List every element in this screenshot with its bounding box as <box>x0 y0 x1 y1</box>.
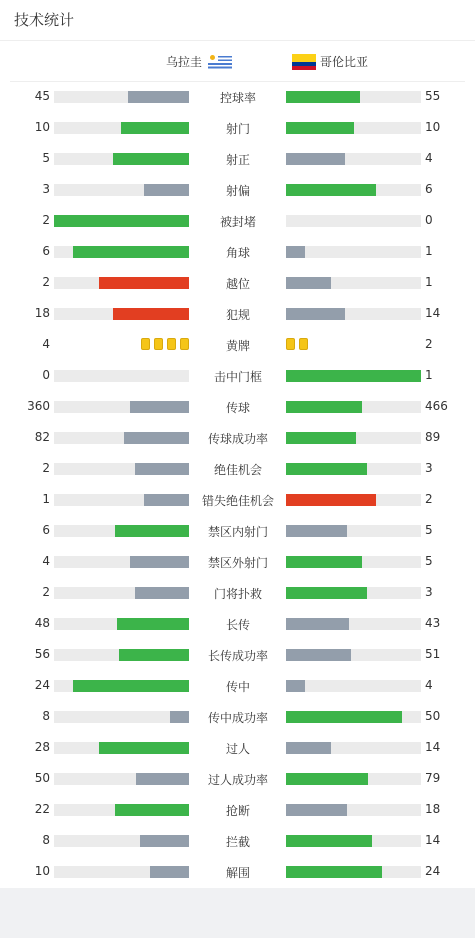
away-bar-track <box>286 556 421 568</box>
away-bar-fill <box>286 308 345 320</box>
away-bar-track <box>286 649 421 661</box>
stat-label: 传球 <box>225 401 250 415</box>
away-bar-track <box>286 866 421 878</box>
away-bar-fill <box>286 618 349 630</box>
stat-row <box>0 81 475 112</box>
yellow-card-icon <box>299 338 308 350</box>
home-team <box>166 53 232 70</box>
stat-row <box>0 701 475 732</box>
away-value: 2 <box>425 337 433 351</box>
away-bar-fill <box>286 370 421 382</box>
home-bar-fill <box>135 463 189 475</box>
away-bar-fill <box>286 711 402 723</box>
home-value: 18 <box>34 306 50 320</box>
home-value: 2 <box>42 213 50 227</box>
home-bar-track <box>54 370 189 382</box>
away-value: 43 <box>425 616 441 630</box>
home-bar-track <box>54 773 189 785</box>
home-value: 4 <box>42 554 50 568</box>
away-bar-fill <box>286 184 376 196</box>
stat-label: 射正 <box>225 153 250 167</box>
home-value: 6 <box>42 523 50 537</box>
stat-row <box>0 453 475 484</box>
home-value: 2 <box>42 275 50 289</box>
away-bar-fill <box>286 246 305 258</box>
stat-label: 解围 <box>225 866 250 880</box>
away-bar-track <box>286 432 421 444</box>
stat-row <box>0 112 475 143</box>
team-header <box>10 41 465 82</box>
away-value: 50 <box>425 709 441 723</box>
stat-label: 过人成功率 <box>207 773 268 787</box>
home-value: 360 <box>27 399 50 413</box>
away-bar-track <box>286 122 421 134</box>
away-bar-fill <box>286 277 331 289</box>
away-value: 4 <box>425 151 433 165</box>
home-bar-fill <box>170 711 189 723</box>
stat-label: 击中门框 <box>213 370 262 384</box>
away-bar-fill <box>286 401 362 413</box>
home-bar-fill <box>130 401 189 413</box>
home-bar-track <box>54 308 189 320</box>
away-value: 79 <box>425 771 441 785</box>
home-bar-fill <box>140 835 189 847</box>
away-value: 10 <box>425 120 441 134</box>
away-bar-track <box>286 742 421 754</box>
away-bar-track <box>286 246 421 258</box>
home-bar-fill <box>115 525 189 537</box>
home-bar-track <box>54 401 189 413</box>
away-bar-fill <box>286 742 331 754</box>
stat-row <box>0 515 475 546</box>
home-bar-fill <box>130 556 189 568</box>
home-bar-track <box>54 153 189 165</box>
home-bar-track <box>54 618 189 630</box>
stat-label: 传中 <box>225 680 250 694</box>
away-bar-track <box>286 587 421 599</box>
away-value: 3 <box>425 461 433 475</box>
away-bar-fill <box>286 556 362 568</box>
away-value: 5 <box>425 523 433 537</box>
away-team <box>292 53 368 70</box>
away-bar-track <box>286 277 421 289</box>
home-bar-fill <box>73 246 189 258</box>
home-value: 2 <box>42 585 50 599</box>
away-bar-fill <box>286 587 367 599</box>
away-value: 51 <box>425 647 441 661</box>
stat-label: 过人 <box>225 742 250 756</box>
away-bar-track <box>286 618 421 630</box>
yellow-card-icon <box>286 338 295 350</box>
home-bar-track <box>54 432 189 444</box>
away-bar-track <box>286 773 421 785</box>
stat-row <box>0 329 475 360</box>
stat-row <box>0 143 475 174</box>
yellow-card-icon <box>154 338 163 350</box>
stat-label: 长传成功率 <box>207 649 268 663</box>
home-bar-track <box>54 122 189 134</box>
stat-row <box>0 577 475 608</box>
stat-row <box>0 391 475 422</box>
away-value: 89 <box>425 430 441 444</box>
home-value: 10 <box>34 120 50 134</box>
away-value: 18 <box>425 802 441 816</box>
stat-row <box>0 856 475 887</box>
page-title: 技术统计 <box>0 0 475 41</box>
stat-label: 门将扑救 <box>213 587 262 601</box>
home-value: 10 <box>34 864 50 878</box>
home-bar-track <box>54 184 189 196</box>
away-bar-track <box>286 804 421 816</box>
away-value: 14 <box>425 833 441 847</box>
home-bar-track <box>54 525 189 537</box>
away-bar-track <box>286 370 421 382</box>
stat-label: 射偏 <box>225 184 250 198</box>
home-bar-fill <box>128 91 189 103</box>
home-bar-track <box>54 494 189 506</box>
away-bar-fill <box>286 432 356 444</box>
away-bar-track <box>286 215 421 227</box>
home-bar-fill <box>99 277 189 289</box>
away-value: 4 <box>425 678 433 692</box>
home-value: 24 <box>34 678 50 692</box>
stat-label: 长传 <box>225 618 250 632</box>
away-bar-track <box>286 835 421 847</box>
home-bar-track <box>54 835 189 847</box>
stats-list <box>0 81 475 887</box>
home-bar-fill <box>117 618 189 630</box>
away-bar-track <box>286 91 421 103</box>
away-bar-fill <box>286 153 345 165</box>
stat-label: 被封堵 <box>219 215 256 229</box>
home-value: 82 <box>34 430 50 444</box>
home-value: 28 <box>34 740 50 754</box>
home-value: 22 <box>34 802 50 816</box>
home-bar-track <box>54 463 189 475</box>
home-bar-track <box>54 804 189 816</box>
stat-row <box>0 236 475 267</box>
stat-row <box>0 794 475 825</box>
home-value: 3 <box>42 182 50 196</box>
away-bar-track <box>286 463 421 475</box>
away-team-name: 哥伦比亚 <box>320 55 369 69</box>
stat-label: 越位 <box>225 277 250 291</box>
away-bar-fill <box>286 463 367 475</box>
stat-label: 控球率 <box>219 91 256 105</box>
away-bar-track <box>286 494 421 506</box>
home-team-name: 乌拉圭 <box>165 55 202 69</box>
stat-label: 抢断 <box>225 804 250 818</box>
stat-row <box>0 732 475 763</box>
stat-row <box>0 205 475 236</box>
home-bar-track <box>54 91 189 103</box>
home-bar-fill <box>115 804 189 816</box>
stat-label: 绝佳机会 <box>213 463 262 477</box>
stat-label: 传中成功率 <box>207 711 268 725</box>
home-bar-fill <box>124 432 189 444</box>
away-value: 1 <box>425 275 433 289</box>
away-bar-fill <box>286 773 368 785</box>
stat-row <box>0 639 475 670</box>
stat-row <box>0 360 475 391</box>
stat-row <box>0 267 475 298</box>
stat-label: 犯规 <box>225 308 250 322</box>
away-bar-fill <box>286 649 351 661</box>
away-bar-track <box>286 711 421 723</box>
away-bar-fill <box>286 835 372 847</box>
stat-row <box>0 608 475 639</box>
away-value: 55 <box>425 89 441 103</box>
away-value: 2 <box>425 492 433 506</box>
home-bar-track <box>54 649 189 661</box>
away-bar-fill <box>286 866 382 878</box>
home-value: 4 <box>42 337 50 351</box>
away-value: 5 <box>425 554 433 568</box>
yellow-card-icon <box>141 338 150 350</box>
away-bar-fill <box>286 91 360 103</box>
home-bar-fill <box>119 649 189 661</box>
home-bar-fill <box>113 153 189 165</box>
home-value: 2 <box>42 461 50 475</box>
away-bar-track <box>286 401 421 413</box>
home-bar-track <box>54 556 189 568</box>
home-value: 56 <box>34 647 50 661</box>
home-value: 45 <box>34 89 50 103</box>
stat-row <box>0 174 475 205</box>
stat-label: 传球成功率 <box>207 432 268 446</box>
home-bar-fill <box>136 773 189 785</box>
uruguay-flag-icon <box>208 54 232 70</box>
stat-row <box>0 298 475 329</box>
home-bar-fill <box>73 680 189 692</box>
stat-label: 禁区内射门 <box>207 525 268 539</box>
home-bar-fill <box>150 866 189 878</box>
away-value: 466 <box>425 399 448 413</box>
home-value: 5 <box>42 151 50 165</box>
home-value: 8 <box>42 709 50 723</box>
away-value: 6 <box>425 182 433 196</box>
home-bar-track <box>54 215 189 227</box>
home-bar-fill <box>135 587 189 599</box>
away-bar-track <box>286 153 421 165</box>
away-bar-track <box>286 525 421 537</box>
stat-row <box>0 670 475 701</box>
away-bar-track <box>286 680 421 692</box>
away-bar-track <box>286 308 421 320</box>
away-value: 0 <box>425 213 433 227</box>
away-value: 24 <box>425 864 441 878</box>
colombia-flag-icon <box>292 54 316 70</box>
away-value: 1 <box>425 368 433 382</box>
yellow-card-icon <box>167 338 176 350</box>
stat-label: 拦截 <box>225 835 250 849</box>
home-bar-track <box>54 711 189 723</box>
home-bar-fill <box>144 494 189 506</box>
home-bar-track <box>54 680 189 692</box>
stat-label: 射门 <box>225 122 250 136</box>
home-value: 50 <box>34 771 50 785</box>
stat-row <box>0 825 475 856</box>
away-bar-fill <box>286 804 347 816</box>
home-value: 0 <box>42 368 50 382</box>
away-bar-fill <box>286 494 376 506</box>
away-bar-track <box>286 184 421 196</box>
stat-label: 角球 <box>225 246 250 260</box>
away-value: 3 <box>425 585 433 599</box>
yellow-card-icon <box>180 338 189 350</box>
home-value: 48 <box>34 616 50 630</box>
home-bar-fill <box>144 184 189 196</box>
stat-row <box>0 422 475 453</box>
stat-row <box>0 546 475 577</box>
home-bar-track <box>54 277 189 289</box>
home-bar-track <box>54 587 189 599</box>
home-bar-track <box>54 866 189 878</box>
home-yellow-cards <box>141 338 189 350</box>
away-value: 14 <box>425 306 441 320</box>
stat-row <box>0 484 475 515</box>
home-bar-track <box>54 742 189 754</box>
away-bar-fill <box>286 525 347 537</box>
away-bar-fill <box>286 122 354 134</box>
away-value: 14 <box>425 740 441 754</box>
away-value: 1 <box>425 244 433 258</box>
stat-label: 禁区外射门 <box>207 556 268 570</box>
home-bar-fill <box>113 308 189 320</box>
stat-label: 黄牌 <box>225 339 250 353</box>
stat-row <box>0 763 475 794</box>
home-bar-fill <box>99 742 189 754</box>
home-value: 1 <box>42 492 50 506</box>
home-value: 8 <box>42 833 50 847</box>
home-bar-fill <box>121 122 189 134</box>
home-bar-fill <box>54 215 189 227</box>
away-bar-fill <box>286 680 305 692</box>
home-bar-track <box>54 246 189 258</box>
away-yellow-cards <box>286 338 308 350</box>
home-value: 6 <box>42 244 50 258</box>
stat-label: 错失绝佳机会 <box>201 494 274 508</box>
